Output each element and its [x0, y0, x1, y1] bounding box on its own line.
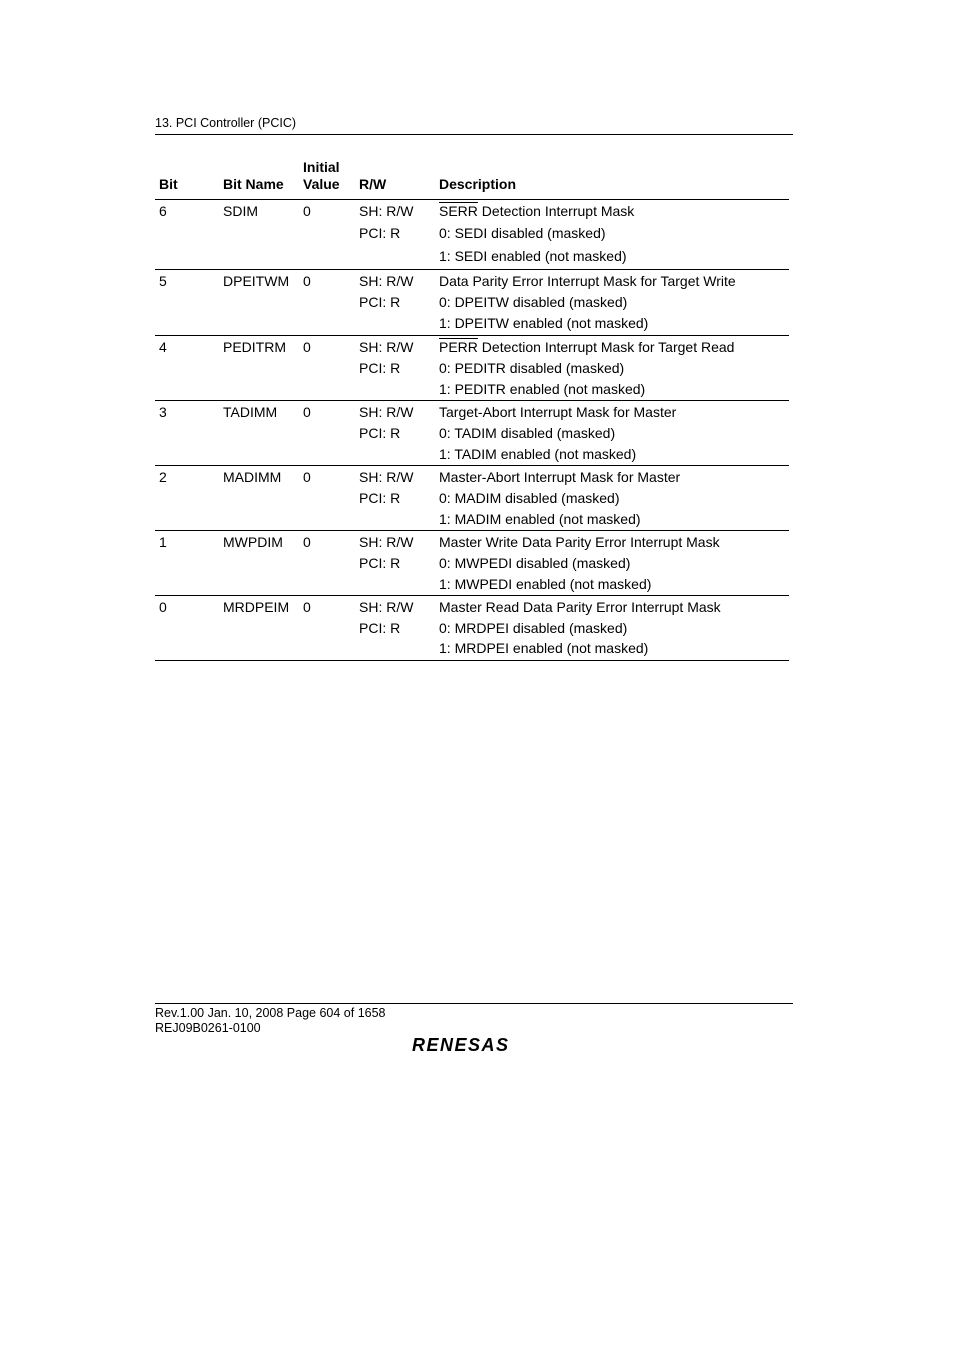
description-title-rest: Detection Interrupt Mask [477, 203, 635, 219]
table-header [155, 158, 789, 200]
rw-pci: PCI: R [359, 425, 401, 441]
description-title: Master Read Data Parity Error Interrupt Mask [439, 599, 721, 615]
rw-sh: SH: R/W [359, 203, 414, 219]
bit-name: PEDITRM [223, 339, 286, 355]
rw-sh: SH: R/W [359, 534, 414, 550]
signal-overline: PERR [439, 339, 478, 355]
rw-pci: PCI: R [359, 620, 401, 636]
running-header: 13. PCI Controller (PCIC) [155, 116, 297, 130]
col-header-initial-line2: Value [303, 176, 340, 192]
rw-sh: SH: R/W [359, 339, 414, 355]
rw-pci: PCI: R [359, 225, 401, 241]
description-value-1: 1: MRDPEI enabled (not masked) [439, 640, 649, 656]
table-row [155, 401, 789, 466]
description-value-0: 0: MADIM disabled (masked) [439, 490, 620, 506]
bit-number: 3 [159, 404, 167, 420]
rw-sh: SH: R/W [359, 469, 414, 485]
header-rule [155, 134, 793, 135]
description-title-rest: Detection Interrupt Mask for Target Read [477, 339, 735, 355]
description-value-1: 1: MADIM enabled (not masked) [439, 511, 641, 527]
rw-sh: SH: R/W [359, 404, 414, 420]
table-row [155, 596, 789, 661]
table-row [155, 531, 789, 596]
col-header-initial-line1: Initial [303, 159, 340, 175]
description-title [439, 203, 634, 219]
bit-number: 1 [159, 534, 167, 550]
description-value-1: 1: PEDITR enabled (not masked) [439, 381, 646, 397]
bit-name: DPEITWM [223, 273, 290, 289]
description-value-0: 0: MWPEDI disabled (masked) [439, 555, 631, 571]
description-title: Master-Abort Interrupt Mask for Master [439, 469, 681, 485]
rw-pci: PCI: R [359, 490, 401, 506]
rw-pci: PCI: R [359, 555, 401, 571]
rw-pci: PCI: R [359, 294, 401, 310]
renesas-logo [412, 1034, 534, 1056]
table-row [155, 336, 789, 401]
description-title: Target-Abort Interrupt Mask for Master [439, 404, 677, 420]
bit-name: MRDPEIM [223, 599, 290, 615]
col-header-description: Description [439, 176, 517, 192]
bit-number: 4 [159, 339, 167, 355]
description-value-0: 0: MRDPEI disabled (masked) [439, 620, 628, 636]
logo-wordmark: RENESAS [412, 1035, 510, 1055]
footer-revision: Rev.1.00 Jan. 10, 2008 Page 604 of 1658 [155, 1006, 386, 1020]
bit-number: 6 [159, 203, 167, 219]
description-value-1: 1: TADIM enabled (not masked) [439, 446, 637, 462]
description-value-0: 0: PEDITR disabled (masked) [439, 360, 625, 376]
footer-rule [155, 1003, 793, 1004]
bit-name: SDIM [223, 203, 258, 219]
initial-value: 0 [303, 273, 311, 289]
col-header-bit: Bit [159, 176, 178, 192]
bit-number: 2 [159, 469, 167, 485]
description-title: Data Parity Error Interrupt Mask for Target Write [439, 273, 736, 289]
initial-value: 0 [303, 534, 311, 550]
initial-value: 0 [303, 599, 311, 615]
description-title [439, 339, 734, 355]
description-title: Master Write Data Parity Error Interrupt Mask [439, 534, 720, 550]
bit-number: 0 [159, 599, 167, 615]
bit-name: MWPDIM [223, 534, 283, 550]
description-value-1: 1: DPEITW enabled (not masked) [439, 315, 649, 331]
rw-sh: SH: R/W [359, 273, 414, 289]
bit-name: MADIMM [223, 469, 282, 485]
register-bit-table [155, 158, 789, 661]
description-value-1: 1: MWPEDI enabled (not masked) [439, 576, 652, 592]
footer-doc-number: REJ09B0261-0100 [155, 1021, 261, 1035]
rw-sh: SH: R/W [359, 599, 414, 615]
col-header-bit-name: Bit Name [223, 176, 284, 192]
table-row [155, 200, 789, 270]
description-value-0: 0: TADIM disabled (masked) [439, 425, 616, 441]
description-value-1: 1: SEDI enabled (not masked) [439, 248, 627, 264]
initial-value: 0 [303, 469, 311, 485]
bit-number: 5 [159, 273, 167, 289]
initial-value: 0 [303, 203, 311, 219]
initial-value: 0 [303, 404, 311, 420]
description-value-0: 0: SEDI disabled (masked) [439, 225, 606, 241]
initial-value: 0 [303, 339, 311, 355]
rw-pci: PCI: R [359, 360, 401, 376]
bit-name: TADIMM [223, 404, 278, 420]
signal-overline: SERR [439, 203, 478, 219]
col-header-rw: R/W [359, 176, 387, 192]
table-row [155, 270, 789, 336]
table-row [155, 466, 789, 531]
col-header-initial-value [303, 159, 340, 193]
description-value-0: 0: DPEITW disabled (masked) [439, 294, 628, 310]
